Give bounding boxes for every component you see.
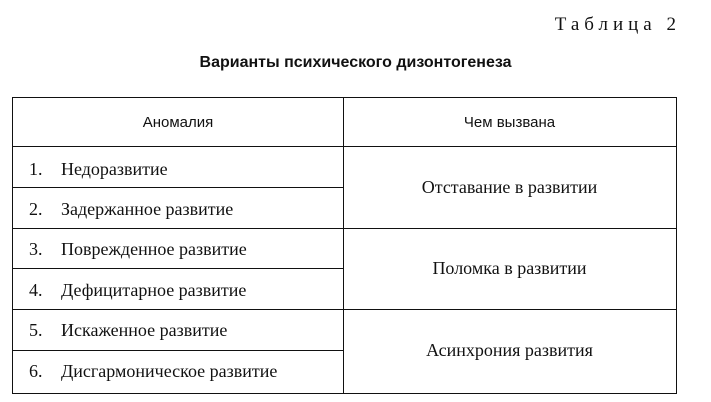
row-number: 5.	[29, 320, 43, 340]
row-number: 3.	[29, 239, 43, 259]
table-title: Варианты психического дизонтогенеза	[199, 54, 512, 71]
anomaly-label: Дефицитарное развитие	[61, 280, 247, 300]
table-row	[13, 229, 343, 269]
table-row	[13, 310, 343, 350]
table-row	[13, 351, 343, 391]
table-row	[13, 270, 343, 310]
cause-cell: Асинхрония развития	[426, 340, 593, 360]
cause-cell: Отставание в развитии	[421, 177, 598, 197]
anomaly-label: Недоразвитие	[61, 159, 168, 179]
anomaly-label: Поврежденное развитие	[61, 239, 247, 259]
row-number: 4.	[29, 280, 43, 300]
cause-cell: Поломка в развитии	[432, 258, 587, 278]
row-number: 1.	[29, 159, 43, 179]
header-anomaly: Аномалия	[142, 114, 214, 131]
dysontogenesis-table	[12, 97, 677, 394]
header-cause: Чем вызвана	[463, 114, 556, 131]
table-row	[13, 189, 343, 229]
anomaly-label: Задержанное развитие	[61, 199, 234, 219]
row-number: 2.	[29, 199, 43, 219]
table-number: Таблица 2	[554, 14, 681, 35]
anomaly-label: Искаженное развитие	[61, 320, 228, 340]
anomaly-label: Дисгармоническое развитие	[61, 361, 278, 381]
row-number: 6.	[29, 361, 43, 381]
table-row	[13, 149, 343, 189]
